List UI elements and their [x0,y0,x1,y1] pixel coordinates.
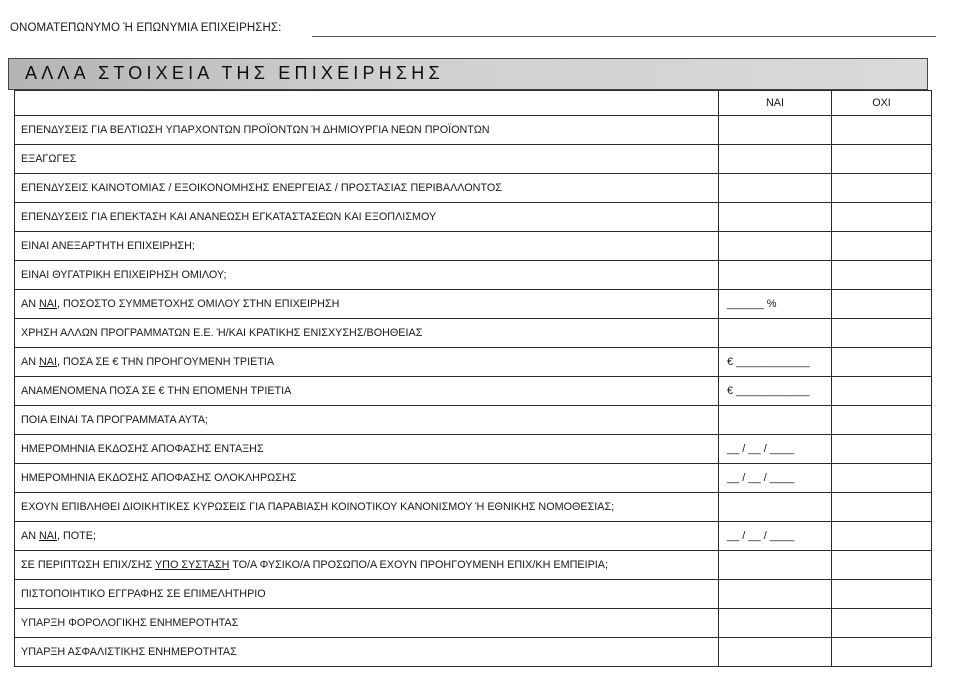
no-cell[interactable] [832,464,932,493]
table-row [15,551,932,580]
no-cell[interactable] [832,551,932,580]
question-cell: ΕΠΕΝΔΥΣΕΙΣ ΚΑΙΝΟΤΟΜΙΑΣ / ΕΞΟΙΚΟΝΟΜΗΣΗΣ ΕΝΕΡΓΕΙΑΣ / ΠΡΟΣΤΑΣΙΑΣ ΠΕΡΙΒΑΛΛΟΝΤΟΣ [15,174,719,203]
yes-cell[interactable] [719,406,832,435]
table-row [15,348,932,377]
no-cell[interactable] [832,522,932,551]
question-cell: ΧΡΗΣΗ ΑΛΛΩΝ ΠΡΟΓΡΑΜΜΑΤΩΝ Ε.Ε. Ή/ΚΑΙ ΚΡΑΤΙΚΗΣ ΕΝΙΣΧΥΣΗΣ/ΒΟΗΘΕΙΑΣ [15,319,719,348]
no-cell[interactable] [832,348,932,377]
no-cell[interactable] [832,261,932,290]
no-cell[interactable] [832,174,932,203]
no-cell[interactable] [832,638,932,667]
no-column-header: ΟΧΙ [832,91,932,116]
no-cell[interactable] [832,290,932,319]
question-cell: ΕΞΑΓΩΓΕΣ [15,145,719,174]
table-row [15,522,932,551]
no-cell[interactable] [832,493,932,522]
question-cell: ΕΧΟΥΝ ΕΠΙΒΛΗΘΕΙ ΔΙΟΙΚΗΤΙΚΕΣ ΚΥΡΩΣΕΙΣ ΓΙΑ ΠΑΡΑΒΙΑΣΗ ΚΟΙΝΟΤΙΚΟΥ ΚΑΝΟΝΙΣΜΟΥ Ή ΕΘΝΙΚΗΣ ΝΟΜΟΘΕΣΙΑΣ; [15,493,719,522]
yes-cell[interactable] [719,116,832,145]
question-cell: ΕΠΕΝΔΥΣΕΙΣ ΓΙΑ ΕΠΕΚΤΑΣΗ ΚΑΙ ΑΝΑΝΕΩΣΗ ΕΓΚΑΤΑΣΤΑΣΕΩΝ ΚΑΙ ΕΞΟΠΛΙΣΜΟΥ [15,203,719,232]
expected-amount-field[interactable]: € ____________ [719,377,832,406]
section-banner [8,58,928,90]
table-row [15,116,932,145]
yes-cell[interactable] [719,232,832,261]
table-row [15,493,932,522]
group-percentage-field[interactable]: ______ % [719,290,832,319]
question-cell: ΕΙΝΑΙ ΑΝΕΞΑΡΤΗΤΗ ΕΠΙΧΕΙΡΗΣΗ; [15,232,719,261]
question-cell: ΑΝΑΜΕΝΟΜΕΝΑ ΠΟΣΑ ΣΕ € ΤΗΝ ΕΠΟΜΕΝΗ ΤΡΙΕΤΙΑ [15,377,719,406]
yes-cell[interactable] [719,609,832,638]
table-row [15,319,932,348]
yes-cell[interactable] [719,261,832,290]
table-row [15,232,932,261]
table-row [15,580,932,609]
question-cell: ΗΜΕΡΟΜΗΝΙΑ ΕΚΔΟΣΗΣ ΑΠΟΦΑΣΗΣ ΕΝΤΑΞΗΣ [15,435,719,464]
table-row [15,435,932,464]
table-row [15,261,932,290]
question-cell: ΥΠΑΡΞΗ ΑΣΦΑΛΙΣΤΙΚΗΣ ΕΝΗΜΕΡΟΤΗΤΑΣ [15,638,719,667]
yes-cell[interactable] [719,551,832,580]
table-row [15,377,932,406]
table-row [15,174,932,203]
question-cell: ΕΙΝΑΙ ΘΥΓΑΤΡΙΚΗ ΕΠΙΧΕΙΡΗΣΗ ΟΜΙΛΟΥ; [15,261,719,290]
no-cell[interactable] [832,232,932,261]
question-cell: ΗΜΕΡΟΜΗΝΙΑ ΕΚΔΟΣΗΣ ΑΠΟΦΑΣΗΣ ΟΛΟΚΛΗΡΩΣΗΣ [15,464,719,493]
yes-cell[interactable] [719,580,832,609]
yes-cell[interactable] [719,638,832,667]
yes-cell[interactable] [719,145,832,174]
table-row [15,290,932,319]
business-name-field[interactable] [312,36,936,37]
section-title: ΑΛΛΑ ΣΤΟΙΧΕΙΑ ΤΗΣ ΕΠΙΧΕΙΡΗΣΗΣ [25,63,444,83]
no-cell[interactable] [832,145,932,174]
table-row [15,464,932,493]
yes-cell[interactable] [719,493,832,522]
question-cell: ΠΟΙΑ ΕΙΝΑΙ ΤΑ ΠΡΟΓΡΑΜΜΑΤΑ ΑΥΤΑ; [15,406,719,435]
question-cell: ΑΝ ΝΑΙ, ΠΟΣΟΣΤΟ ΣΥΜΜΕΤΟΧΗΣ ΟΜΙΛΟΥ ΣΤΗΝ ΕΠΙΧΕΙΡΗΣΗ [15,290,719,319]
yes-column-header: ΝΑΙ [719,91,832,116]
business-name-label: ΟΝΟΜΑΤΕΠΩΝΥΜΟ Ή ΕΠΩΝΥΜΙΑ ΕΠΙΧΕΙΡΗΣΗΣ: [10,22,282,34]
inclusion-date-field[interactable]: __ / __ / ____ [719,435,832,464]
question-cell: ΑΝ ΝΑΙ, ΠΟΣΑ ΣΕ € ΤΗΝ ΠΡΟΗΓΟΥΜΕΝΗ ΤΡΙΕΤΙΑ [15,348,719,377]
completion-date-field[interactable]: __ / __ / ____ [719,464,832,493]
form-table [14,90,932,667]
table-row [15,406,932,435]
question-cell: ΑΝ ΝΑΙ, ΠΟΤΕ; [15,522,719,551]
yes-cell[interactable] [719,174,832,203]
table-row [15,638,932,667]
no-cell[interactable] [832,203,932,232]
header-blank-cell [15,91,719,116]
no-cell[interactable] [832,580,932,609]
no-cell[interactable] [832,435,932,464]
question-cell: ΣΕ ΠΕΡΙΠΤΩΣΗ ΕΠΙΧ/ΣΗΣ ΥΠΟ ΣΥΣΤΑΣΗ ΤΟ/Α ΦΥΣΙΚΟ/Α ΠΡΟΣΩΠΟ/Α ΕΧΟΥΝ ΠΡΟΗΓΟΥΜΕΝΗ ΕΠΙΧ/ΚΗ ΕΜΠΕΙΡΙΑ; [15,551,719,580]
question-cell: ΕΠΕΝΔΥΣΕΙΣ ΓΙΑ ΒΕΛΤΙΩΣΗ ΥΠΑΡΧΟΝΤΩΝ ΠΡΟΪΟΝΤΩΝ Ή ΔΗΜΙΟΥΡΓΙΑ ΝΕΩΝ ΠΡΟΪΟΝΤΩΝ [15,116,719,145]
table-row [15,203,932,232]
sanction-date-field[interactable]: __ / __ / ____ [719,522,832,551]
previous-amount-field[interactable]: € ____________ [719,348,832,377]
question-cell: ΥΠΑΡΞΗ ΦΟΡΟΛΟΓΙΚΗΣ ΕΝΗΜΕΡΟΤΗΤΑΣ [15,609,719,638]
yes-cell[interactable] [719,203,832,232]
question-cell: ΠΙΣΤΟΠΟΙΗΤΙΚΟ ΕΓΓΡΑΦΗΣ ΣΕ ΕΠΙΜΕΛΗΤΗΡΙΟ [15,580,719,609]
no-cell[interactable] [832,406,932,435]
yes-cell[interactable] [719,319,832,348]
table-row [15,145,932,174]
header-row [15,91,932,116]
table-row [15,609,932,638]
no-cell[interactable] [832,609,932,638]
no-cell[interactable] [832,116,932,145]
no-cell[interactable] [832,377,932,406]
no-cell[interactable] [832,319,932,348]
